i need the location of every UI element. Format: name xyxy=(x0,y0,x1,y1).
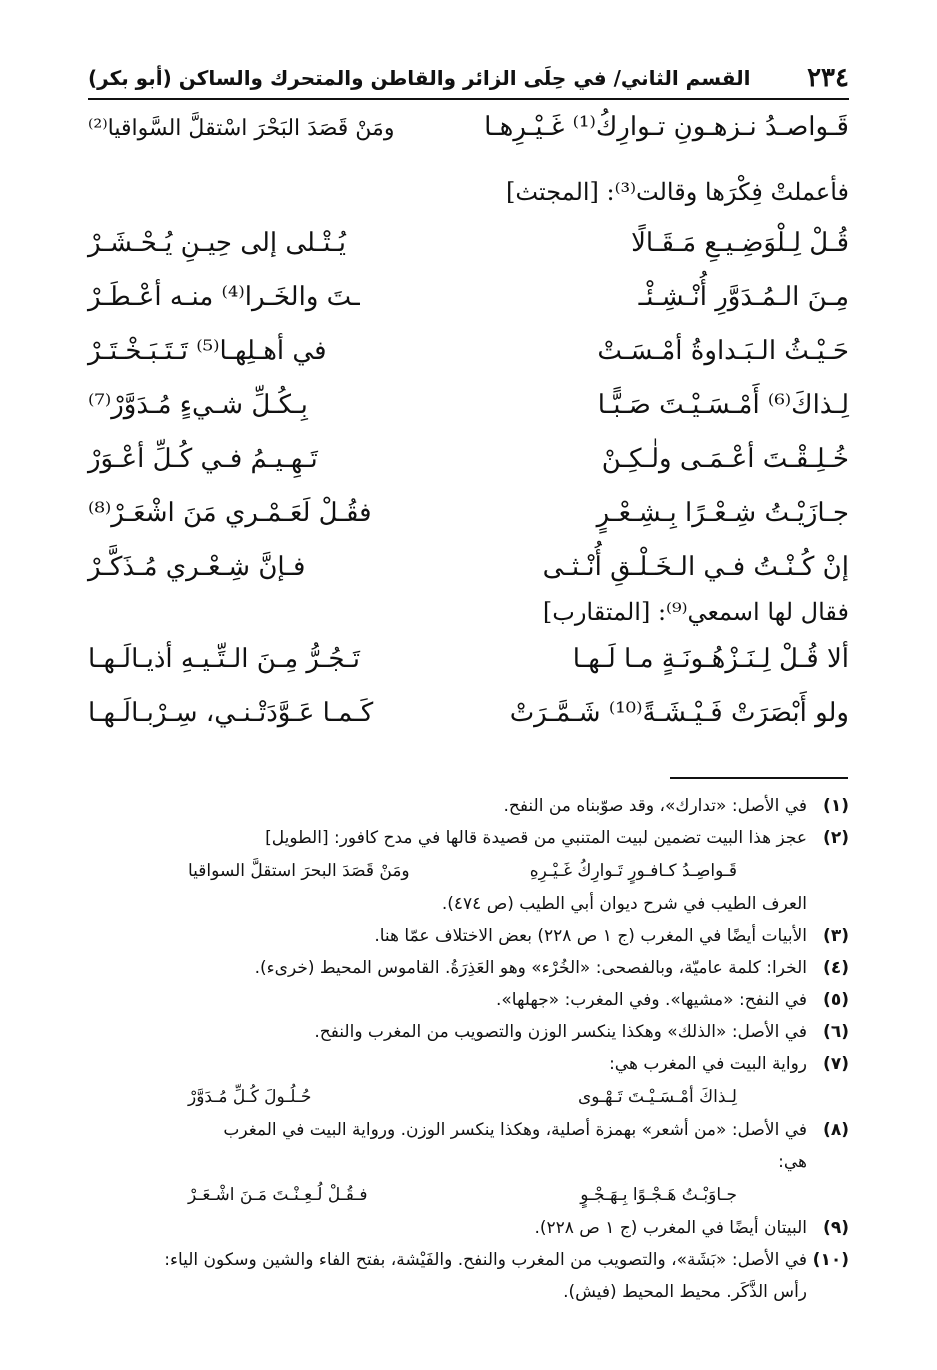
poem-intro: فقال لها اسمعي⁽⁹⁾: [المتقارب] xyxy=(542,598,849,626)
footnote-number: (٤) xyxy=(823,958,849,978)
footnote xyxy=(108,1016,849,1048)
footnote-verse xyxy=(108,854,807,888)
poem-mujtath xyxy=(88,228,849,606)
footnote xyxy=(108,790,849,822)
footnote-separator xyxy=(670,777,848,779)
footnote xyxy=(108,984,849,1016)
footnote xyxy=(108,920,849,952)
verse-row xyxy=(88,336,849,390)
second-hemistich: فـإنَّ شِـعْـري مُـذَكَّـرْ xyxy=(88,552,306,582)
footnote xyxy=(108,1114,849,1212)
second-hemistich: كَـمـا عَـوَّدَتْـنـي، سِـرْبـالَـهـا xyxy=(88,698,374,728)
poem-intro: فأعملتْ فِكْرَها وقالت⁽³⁾: [المجتث] xyxy=(506,178,849,206)
second-hemistich: بِـكُـلِّ شـيءٍ مُـدَوَّرْ⁽⁷⁾ xyxy=(88,390,308,420)
footnote xyxy=(108,1244,849,1308)
second-hemistich: ومَنْ قَصَدَ البحرَ استقلَّ السواقيا xyxy=(188,861,410,881)
footnote-number: (١) xyxy=(823,796,849,816)
footnote xyxy=(108,1212,849,1244)
footnote-text: هي: xyxy=(778,1152,807,1172)
footnote-number: (١٠) xyxy=(812,1250,849,1270)
footnote-text: في الأصل: «الذلك» وهكذا ينكسر الوزن والتصويب من المغرب والنفح. xyxy=(314,1022,807,1042)
first-hemistich: ولو أَبْصَرَتْ فَـيْـشَـةً⁽¹⁰⁾ شَـمَّـرَتْ xyxy=(509,698,849,728)
first-hemistich: قَـواصِـدُ كـافـورٍ تَـوارِكُ غَـيْـرِهِ xyxy=(529,861,737,881)
footnote-number: (٨) xyxy=(823,1120,849,1140)
footnote-text: البيتان أيضًا في المغرب (ج ١ ص ٢٢٨). xyxy=(534,1218,807,1238)
first-hemistich: لِـذاكَ أمْـسَـيْـتَ تَـهْـوى xyxy=(577,1087,737,1107)
first-hemistich: حَـيْـثُ الـبَـداوةُ أمْـسَـتْ xyxy=(597,336,849,366)
first-hemistich: مِـنَ الـمُـدَوَّرِ أُنْـشِـئْـ xyxy=(638,282,849,312)
footnote-text: عجز هذا البيت تضمين لبيت المتنبي من قصيدة قالها في مدح كافور: [الطويل] xyxy=(265,828,807,848)
second-hemistich: تَـجُـرُّ مِـنَ الـتِّـيـهِ أذيـالَـهـا xyxy=(88,644,360,674)
verse-row xyxy=(88,444,849,498)
verse-row xyxy=(88,498,849,552)
verse-row xyxy=(88,390,849,444)
second-hemistich: في أهـلِهـا⁽⁵⁾ تَـتَـبَـخْـتَـرْ xyxy=(88,336,327,366)
footnote-text: العرف الطيب في شرح ديوان أبي الطيب (ص ٤٧٤). xyxy=(441,894,807,914)
first-hemistich: إنْ كُـنْـتُ فـي الـخَـلْـقِ أُنْـثـى xyxy=(542,552,849,582)
footnote-text: في النفح: «مشيها». وفي المغرب: «جهلها». xyxy=(495,990,807,1010)
footnote-text: الخرا: كلمة عاميّة، وبالفصحى: «الخُرْء» وهو العَذِرَةُ. القاموس المحيط (خرىء). xyxy=(254,958,807,978)
footnote-text: في الأصل: «من أشعر» بهمزة أصلية، وهكذا ينكسر الوزن. ورواية البيت في المغرب xyxy=(223,1120,807,1140)
first-hemistich: خُـلِـقْـتَ أعْـمَـى ولٰـكِـنْ xyxy=(601,444,849,474)
second-hemistich: ـتَ والخَـرا⁽⁴⁾ منـه أعْـطَـرْ xyxy=(88,282,360,312)
verse-row xyxy=(88,112,849,166)
first-hemistich: جـاوَبْـتُ هَـجْـوًا بِـهَـجْـوٍ xyxy=(580,1185,737,1205)
first-hemistich: لِـذاكَ⁽⁶⁾ أَمْـسَـيْـتَ صَـبًّـا xyxy=(597,390,849,420)
verse-row xyxy=(88,282,849,336)
footnote-number: (٩) xyxy=(823,1218,849,1238)
first-hemistich: قَـواصـدُ نـزهـونِ تـوارِكُ⁽¹⁾ غَـيْـرِهـا xyxy=(484,112,849,142)
verse-row xyxy=(88,698,849,752)
verse-row xyxy=(88,228,849,282)
page-header xyxy=(88,58,849,100)
second-hemistich: يُـتْـلى إلى حِيـنِ يُـحْـشَـرْ xyxy=(88,228,346,258)
page-number: ٢٣٤ xyxy=(807,63,849,93)
second-hemistich: تَـهِـيـمُ فـي كُـلِّ أعْـوَرْ xyxy=(88,444,318,474)
second-hemistich: حُـلُـولَ كُـلِّ مُـدَوَّرْ xyxy=(188,1087,312,1107)
footnote-number: (٥) xyxy=(823,990,849,1010)
footnote-text: في الأصل: «تدارك»، وقد صوّبناه من النفح. xyxy=(503,796,807,816)
second-hemistich: ومَنْ قَصَدَ البَحْرَ اسْتقلَّ السَّواقيا⁽²⁾ xyxy=(88,116,395,141)
running-title: القسم الثاني/ في حِلَى الزائر والقاطن والمتحرك والساكن (أبو بكر) xyxy=(88,66,751,90)
verse-row xyxy=(88,644,849,698)
second-hemistich: فـقُـلْ لُـعِـنْـتَ مَـنَ اشْـعَـرْ xyxy=(188,1185,368,1205)
footnote-text: الأبيات أيضًا في المغرب (ج ١ ص ٢٢٨) بعض الاختلاف عمّا هنا. xyxy=(374,926,807,946)
footnote-number: (٧) xyxy=(823,1054,849,1074)
footnote xyxy=(108,822,849,920)
second-hemistich: فقُـلْ لَعَـمْـري مَنَ اشْعَـرْ⁽⁸⁾ xyxy=(88,498,372,528)
opening-verse xyxy=(88,112,849,166)
first-hemistich: جـازَيْـتُ شِـعْـرًا بِـشِـعْـرٍ xyxy=(596,498,849,528)
footnote-text: رواية البيت في المغرب هي: xyxy=(609,1054,807,1074)
footnote-text: رأس الذَّكَر. محيط المحيط (فيش). xyxy=(563,1282,807,1302)
footnote-text: في الأصل: «بَشَة»، والتصويب من المغرب والنفح. والفَيْشة، بفتح الفاء والشين وسكون الياء: xyxy=(164,1250,807,1270)
footnote-number: (٢) xyxy=(823,828,849,848)
footnote-number: (٣) xyxy=(823,926,849,946)
footnote-number: (٦) xyxy=(823,1022,849,1042)
first-hemistich: قُـلْ لِـلْوَضِـيـعِ مَـقَـالًا xyxy=(631,228,849,258)
footnote xyxy=(108,952,849,984)
first-hemistich: ألا قُـلْ لِـنَـزْهُـونَـةٍ مـا لَـهـا xyxy=(572,644,849,674)
poem-mutaqarib xyxy=(88,644,849,752)
footnote-verse xyxy=(108,1178,807,1212)
footnote xyxy=(108,1048,849,1114)
footnotes xyxy=(108,790,849,1308)
footnote-verse xyxy=(108,1080,807,1114)
